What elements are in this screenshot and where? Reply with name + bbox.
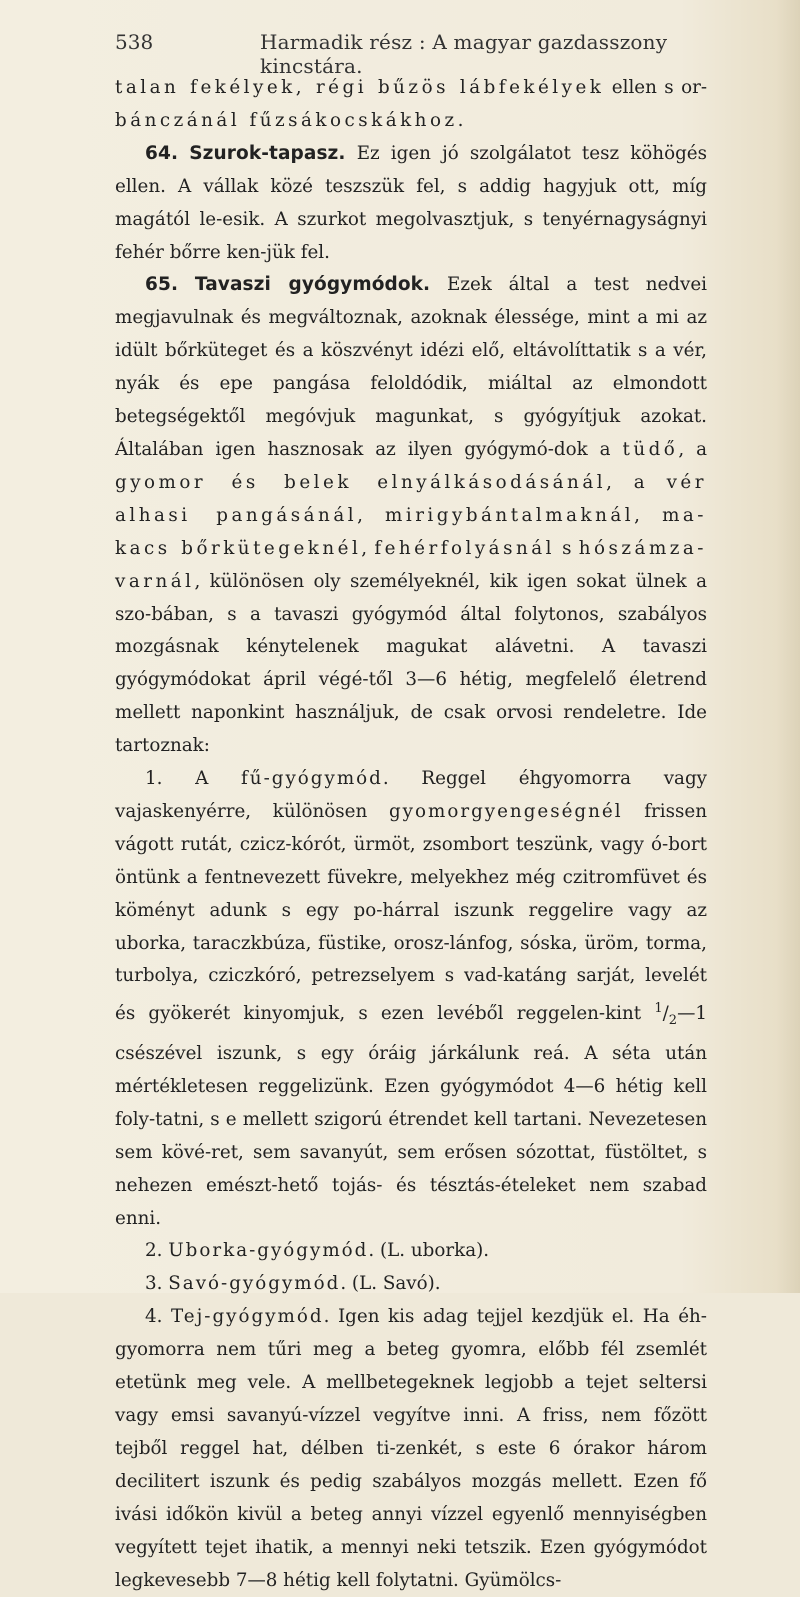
item-title: Uborka-gyógymód — [168, 1240, 369, 1262]
item-title: Savó-gyógymód — [168, 1273, 341, 1295]
item-title: fű-gyógymód — [241, 768, 383, 790]
section-title: Szurok-tapasz. — [189, 142, 346, 164]
page-header — [115, 30, 718, 78]
running-title: Harmadik rész : A magyar gazdasszony kincstára. — [260, 30, 668, 78]
section-64 — [115, 138, 707, 270]
fraction-numerator: 1 — [654, 1001, 663, 1017]
paragraph-continuation: talan fekélyek, régi bűzös lábfekélyek ellen s or- bánczánál fűzsákocskákhoz. — [115, 77, 708, 131]
page-body — [115, 72, 707, 1597]
section-number: 64. — [145, 142, 179, 164]
list-item-1: 1. A fű-gyógymód. Reggel éhgyomorra vagy vajaskenyérre, különösen gyomorgyengeségnél frissen vágott rutát, czicz-kórót, ürmöt, zsombort teszünk, vagy ó-bort öntünk a fentnevezett füvekre, melyekhez még czitromfüvet és köményt adunk s egy po-hárral iszunk reggelire vagy az uborka, taraczkbúza, füstike, orosz-lánfog, sóska, üröm, torma, turbolya, cziczkóró, petrezselyem s vad-katáng sarját, levelét és gyökerét kinyomjuk, s ezen levéből reggelen-kint $^1/_2—1$ csészével iszunk, s egy óráig járkálunk reá. A séta után mértékletesen reggelizünk. Ezen gyógymódot 4—6 hétig kell foly-tatni, s e mellett szigorú étrendet kell tartani. Nevezetesen sem kövé-ret, sem savanyút, sem erősen sózottat, füstöltet, s nehezen emészt-hető tojás- és tésztás-ételeket nem szabad enni. — [115, 768, 707, 1229]
section-number: 65. — [145, 274, 179, 296]
page-number: 538 — [115, 30, 154, 54]
section-title: Tavaszi gyógymódok. — [194, 274, 431, 296]
fraction-denominator: 2 — [668, 1013, 678, 1029]
section-text: Ez igen jó szolgálatot tesz köhögés ellen. A vállak közé teszszük fel, s addig hagyjuk ott, míg magától le-esik. A szurkot megolvasztjuk, s tenyérnagyságnyi fehér bőrre ken-jük fel. — [115, 142, 707, 263]
list-item-2: 2. Uborka-gyógymód. (L. uborka). — [145, 1240, 490, 1262]
section-65: 65. Tavaszi gyógymódok. Ezek által a test nedvei megjavulnak és megváltoznak, azoknak élessége, mint a mi az idült bőrküteget és a köszvényt idézi elő, eltávolíttatik s a vér, nyák és epe pangása feloldódik, miáltal az elmondott betegségektől megóvjuk magunkat, s gyógyítjuk azokat. Általában igen hasznosak az ilyen gyógymó-dok a tüdő, a gyomor és belek elnyálkásodásánál, a vér alhasi pangásánál, mirigybántalmaknál, ma-kacs bőrkütegeknél, fehérfolyásnál s hószámza-varnál, különösen oly személyeknél, kik igen sokat ülnek a szo-bában, s a tavaszi gyógymód által folytonos, szabályos mozgásnak kénytelenek magukat alávetni. A tavaszi gyógymódokat ápril végé-től 3—6 hétig, megfelelő életrend mellett naponkint használjuk, de csak orvosi rendeletre. Ide tartoznak: — [115, 274, 708, 757]
list-item-4: 4. Tej-gyógymód. Igen kis adag tejjel kezdjük el. Ha éh-gyomorra nem tűri meg a beteg gyomra, előbb fél zsemlét etetünk meg vele. A mellbetegeknek legjobb a tejet seltersi vagy emsi savanyú-vízzel vegyítve inni. A friss, nem főzött tejből reggel hat, délben ti-zenkét, s este 6 órakor három decilitert iszunk és pedig szabályos mozgás mellett. Ezen fő ivási időkön kivül a beteg annyi vízzel egyenlő mennyiségben vegyített tejet ihatik, a mennyi neki tetszik. Ezen gyógymódot legkevesebb 7—8 hétig kell folytatni. Gyümölcs- — [115, 1306, 707, 1591]
item-title: Tej-gyógymód — [171, 1306, 324, 1328]
list-item-3: 3. Savó-gyógymód. (L. Savó). — [145, 1273, 441, 1295]
